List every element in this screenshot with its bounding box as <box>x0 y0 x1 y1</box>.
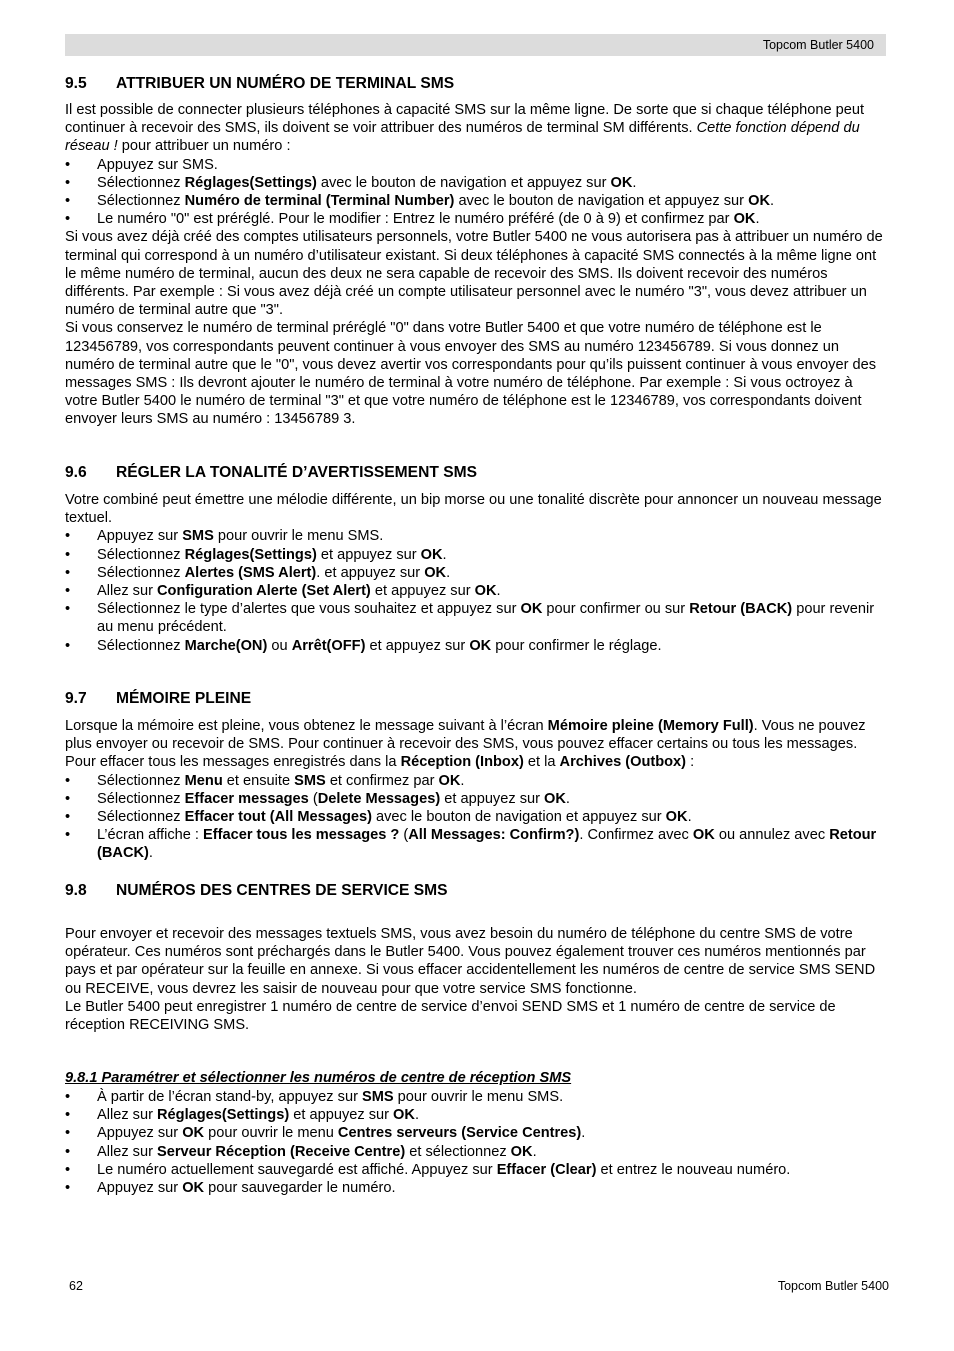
section-9-5-heading: 9.5 ATTRIBUER UN NUMÉRO DE TERMINAL SMS <box>65 75 455 92</box>
list-item: • Sélectionnez Réglages(Settings) avec le bouton de navigation et appuyez sur OK. <box>65 174 887 192</box>
section-9-8-body <box>65 925 887 1034</box>
header-product: Topcom Butler 5400 <box>762 38 874 52</box>
page-number: 62 <box>69 1279 83 1293</box>
list-item: • Allez sur Serveur Réception (Receive Centre) et sélectionnez OK. <box>65 1143 887 1161</box>
list-item: • Sélectionnez Numéro de terminal (Terminal Number) avec le bouton de navigation et appuyez sur OK. <box>65 192 887 210</box>
section-9-5-body <box>65 101 887 429</box>
list-item: • Appuyez sur OK pour sauvegarder le numéro. <box>65 1179 887 1197</box>
list-item: • Appuyez sur SMS pour ouvrir le menu SMS. <box>65 527 887 545</box>
section-9-6-heading: 9.6 RÉGLER LA TONALITÉ D’AVERTISSEMENT SMS <box>65 464 477 481</box>
bullet-list <box>65 527 887 654</box>
paragraph: Si vous avez déjà créé des comptes utilisateurs personnels, votre Butler 5400 ne vous autorisera pas à attribuer un numéro de terminal qui correspond à un numéro d’utilisateur existant. Si deux téléphones à capacité SMS connectés à la même ligne ont le même numéro de terminal, aucun des deux ne sera capable de recevoir des SMS. Ils doivent recevoir des numéros différents. Par exemple : Si vous avez déjà créé un compte utilisateur personnel avec le numéro "3", vous devez attribuer un numéro de terminal autre que "3". <box>65 229 883 319</box>
paragraph: Si vous conservez le numéro de terminal préréglé "0" dans votre Butler 5400 et que votre numéro de téléphone est le 123456789, vos correspondants peuvent continuer à vous envoyer des SMS au numéro 123456789. Si vous donnez un numéro de terminal autre que le "0", vous devez avertir vos correspondants pour qu’ils puissent continuer à vous envoyer des messages SMS : Ils devront ajouter le numéro de terminal à votre numéro de téléphone. Par exemple : Si vous octroyez à votre Butler 5400 le numéro de terminal "3" et que votre numéro de téléphone est le 12346789, vos correspondants doivent envoyer leurs SMS au numéro : 13456789 3. <box>65 320 877 428</box>
list-item: • Appuyez sur SMS. <box>65 156 887 174</box>
subsection-9-8-1-body <box>65 1088 887 1197</box>
list-item: • Sélectionnez Menu et ensuite SMS et confirmez par OK. <box>65 772 887 790</box>
list-item: • Le numéro actuellement sauvegardé est affiché. Appuyez sur Effacer (Clear) et entrez le nouveau numéro. <box>65 1161 887 1179</box>
paragraph: Pour envoyer et recevoir des messages textuels SMS, vous avez besoin du numéro de téléphone du centre SMS de votre opérateur. Ces numéros sont préchargés dans le Butler 5400. Vous pouvez également trouver ces numéros mentionnés par pays et par opérateur sur la feuille en annexe. Si vous effacer accidentellement les numéros de centre de service SMS SEND ou RECEIVE, vous devrez les saisir de nouveau pour que votre service SMS fonctionne. <box>65 926 876 997</box>
bullet-list <box>65 156 887 229</box>
bullet-list <box>65 1088 887 1197</box>
paragraph: Lorsque la mémoire est pleine, vous obtenez le message suivant à l’écran Mémoire pleine (Memory Full). Vous ne pouvez plus envoyer ou recevoir de SMS. Pour continuer à recevoir des SMS, vous pouvez effacer certains ou tous les messages. Pour effacer tous les messages enregistrés dans la Réception (Inbox) et la Archives (Outbox) : <box>65 718 866 771</box>
list-item: • Allez sur Configuration Alerte (Set Alert) et appuyez sur OK. <box>65 582 887 600</box>
section-9-7-heading: 9.7 MÉMOIRE PLEINE <box>65 690 252 707</box>
list-item: • Sélectionnez Réglages(Settings) et appuyez sur OK. <box>65 546 887 564</box>
paragraph: Votre combiné peut émettre une mélodie différente, un bip morse ou une tonalité discrète pour annoncer un nouveau message textuel. <box>65 492 882 527</box>
paragraph: Il est possible de connecter plusieurs téléphones à capacité SMS sur la même ligne. De sorte que si chaque téléphone peut continuer à recevoir des SMS, ils doivent se voir attribuer des numéros de terminal SM différents. Cette fonction dépend du réseau ! pour attribuer un numéro : <box>65 102 865 155</box>
list-item: • Sélectionnez Alertes (SMS Alert). et appuyez sur OK. <box>65 564 887 582</box>
paragraph: Le Butler 5400 peut enregistrer 1 numéro de centre de service d’envoi SEND SMS et 1 numéro de centre de service de réception RECEIVING SMS. <box>65 998 836 1034</box>
list-item: • Sélectionnez Effacer messages (Delete Messages) et appuyez sur OK. <box>65 790 887 808</box>
section-9-8-heading: 9.8 NUMÉROS DES CENTRES DE SERVICE SMS <box>65 882 448 899</box>
list-item: • Sélectionnez Effacer tout (All Messages) avec le bouton de navigation et appuyez sur OK. <box>65 808 887 826</box>
list-item: • Allez sur Réglages(Settings) et appuyez sur OK. <box>65 1106 887 1124</box>
header-bar <box>65 34 886 56</box>
list-item: • L’écran affiche : Effacer tous les messages ? (All Messages: Confirm?). Confirmez avec OK ou annulez avec Retour (BACK). <box>65 826 887 862</box>
footer-product: Topcom Butler 5400 <box>777 1279 889 1293</box>
list-item: • Appuyez sur OK pour ouvrir le menu Centres serveurs (Service Centres). <box>65 1124 887 1142</box>
list-item: • Sélectionnez Marche(ON) ou Arrêt(OFF) et appuyez sur OK pour confirmer le réglage. <box>65 637 887 655</box>
subsection-9-8-1-heading: 9.8.1 Paramétrer et sélectionner les numéros de centre de réception SMS <box>65 1070 572 1086</box>
list-item: • Sélectionnez le type d’alertes que vous souhaitez et appuyez sur OK pour confirmer ou sur Retour (BACK) pour revenir au menu précédent. <box>65 600 887 636</box>
list-item: • À partir de l’écran stand-by, appuyez sur SMS pour ouvrir le menu SMS. <box>65 1088 887 1106</box>
section-9-7-body <box>65 717 887 863</box>
list-item: • Le numéro "0" est préréglé. Pour le modifier : Entrez le numéro préféré (de 0 à 9) et confirmez par OK. <box>65 210 887 228</box>
section-9-6-body <box>65 491 887 655</box>
bullet-list <box>65 772 887 863</box>
